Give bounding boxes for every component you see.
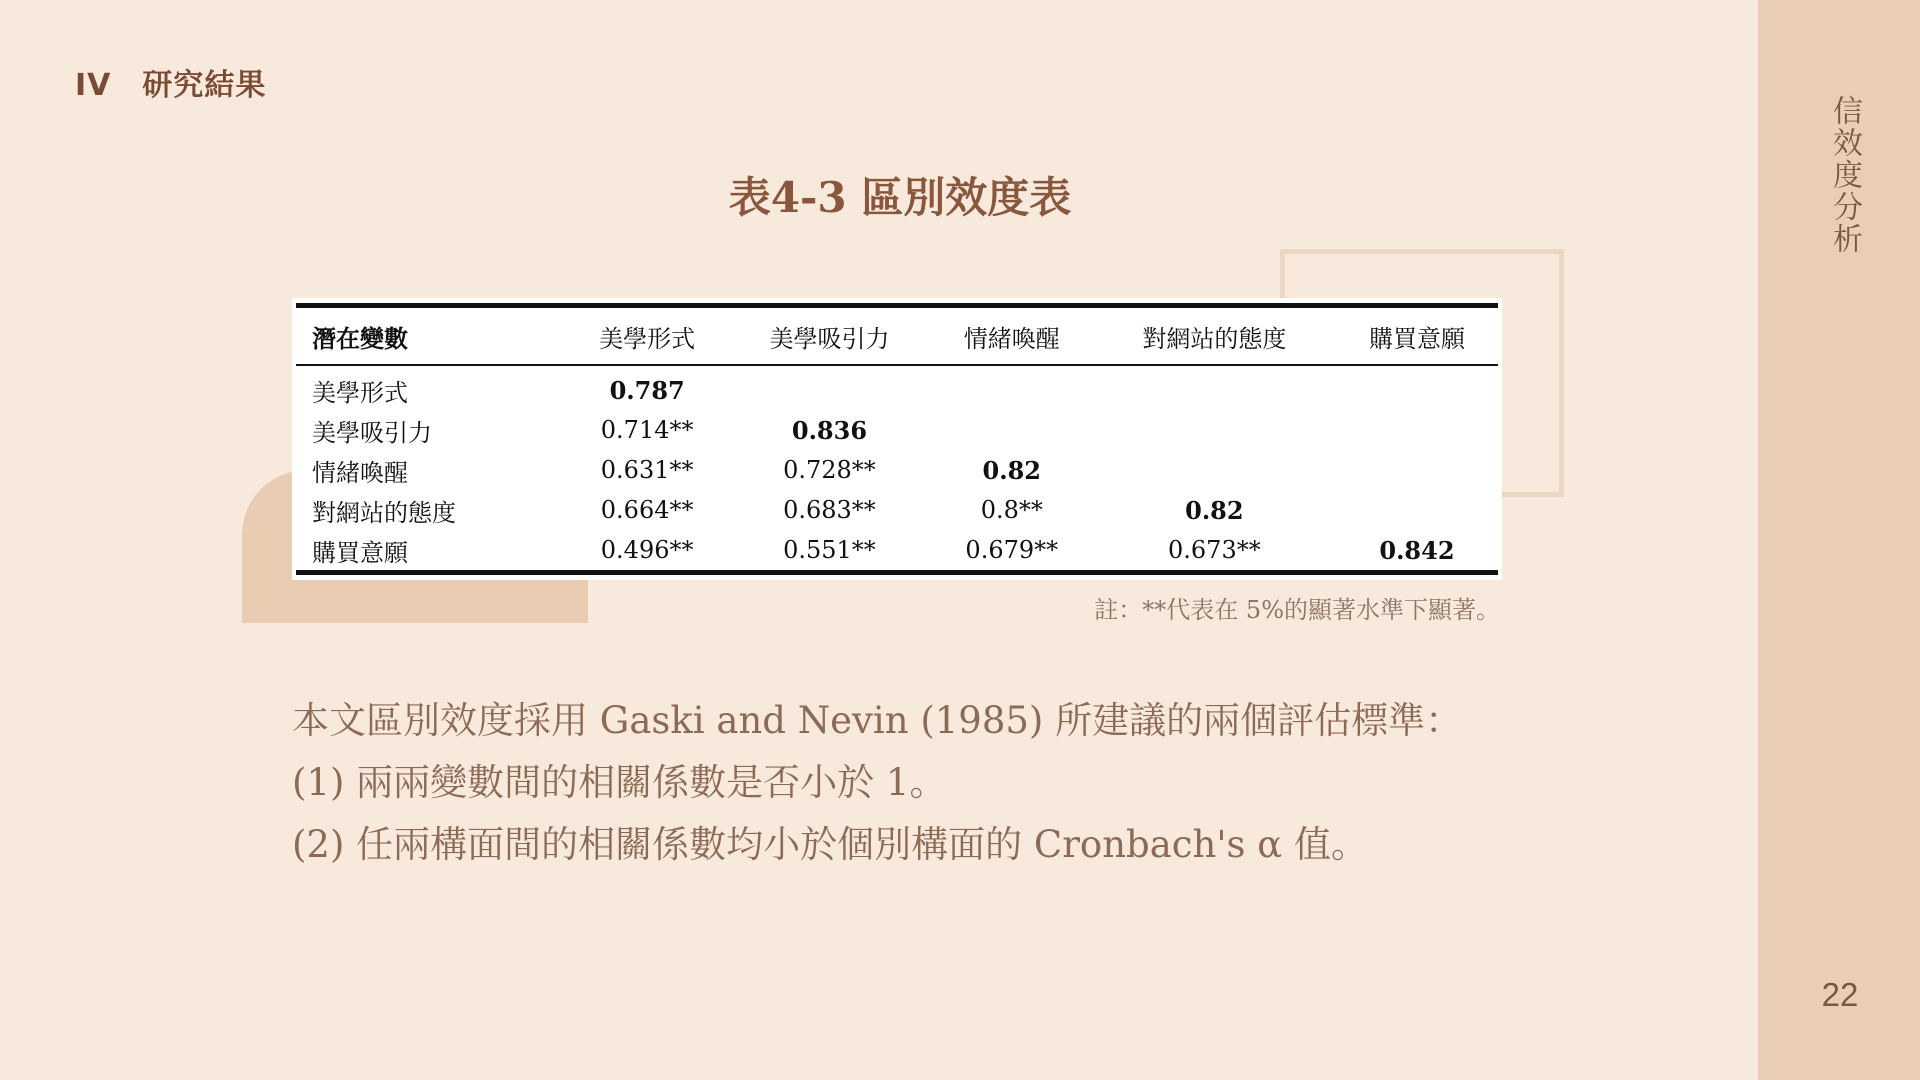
table-cell: 0.683** [783, 496, 876, 524]
section-vertical-title: 信效度分析 [1827, 95, 1862, 255]
body-line: (1) 兩兩變數間的相關係數是否小於 1。 [292, 761, 947, 804]
table-header-cell: 購買意願 [1368, 324, 1465, 353]
row-label: 美學形式 [312, 378, 408, 407]
table-row [296, 490, 1498, 530]
body-text [292, 690, 1572, 876]
table-header-cell: 美學吸引力 [769, 324, 890, 353]
discriminant-validity-table [296, 303, 1498, 575]
table-cell: 0.551** [783, 536, 876, 564]
table-cell: 0.673** [1168, 536, 1261, 564]
table-title: 表4-3 區別效度表 [728, 173, 1072, 222]
table-cell: 0.836 [791, 415, 868, 445]
table-cell: 0.8** [980, 496, 1043, 524]
table-row [296, 410, 1498, 450]
table-cell: 0.82 [982, 455, 1041, 485]
table-header-cell: 潛在變數 [312, 323, 408, 353]
table-cell [1093, 450, 1336, 490]
body-line: 本文區別效度採用 Gaski and Nevin (1985) 所建議的兩個評估標準： [292, 699, 1463, 742]
table-cell: 0.664** [600, 496, 694, 524]
row-label: 對網站的態度 [312, 498, 456, 527]
table-cell [728, 365, 931, 410]
table-cell [931, 365, 1093, 410]
table-cell [931, 410, 1093, 450]
table-row [296, 365, 1498, 410]
table-header-row [296, 306, 1498, 366]
table-header-cell: 美學形式 [599, 324, 696, 353]
row-label: 美學吸引力 [312, 418, 432, 447]
table-cell: 0.496** [600, 536, 694, 564]
table-cell [1336, 410, 1498, 450]
page-number: 22 [1821, 976, 1859, 1013]
table-cell: 0.714** [600, 416, 694, 444]
section-label: IV 研究結果 [75, 68, 267, 103]
table-cell: 0.631** [600, 456, 694, 484]
table-note: 註：**代表在 5%的顯著水準下顯著。 [1094, 596, 1500, 624]
row-label: 購買意願 [312, 538, 408, 567]
table-cell [1093, 365, 1336, 410]
table-row [296, 450, 1498, 490]
table-cell: 0.842 [1379, 535, 1455, 565]
table-header-cell: 對網站的態度 [1142, 324, 1287, 353]
table-cell: 0.787 [609, 375, 685, 405]
table-cell: 0.82 [1185, 495, 1244, 525]
table-header-cell: 情緒喚醒 [963, 324, 1060, 353]
table-cell [1093, 410, 1336, 450]
table-cell: 0.679** [965, 536, 1059, 564]
table-cell [1336, 490, 1498, 530]
table-card [292, 298, 1502, 580]
table-cell [1336, 450, 1498, 490]
row-label: 情緒喚醒 [312, 458, 408, 487]
table-row [296, 530, 1498, 573]
table-cell [1336, 365, 1498, 410]
body-line: (2) 任兩構面間的相關係數均小於個別構面的 Cronbach's α 值。 [292, 823, 1368, 866]
table-cell: 0.728** [783, 456, 876, 484]
